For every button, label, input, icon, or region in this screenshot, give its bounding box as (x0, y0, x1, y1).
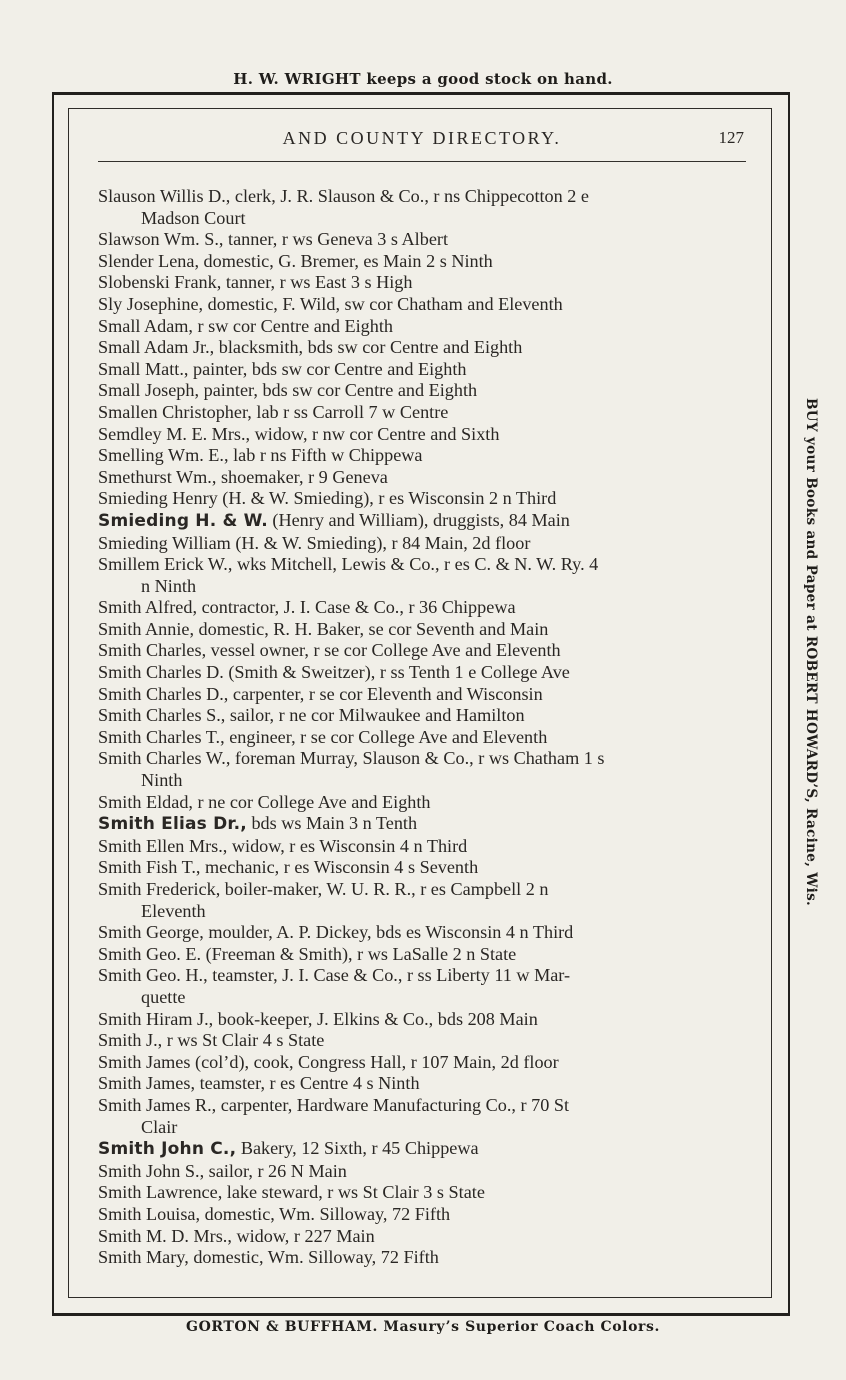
entry-details: blacksmith, bds sw cor Centre and Eighth (214, 337, 523, 358)
directory-entry (98, 510, 746, 533)
entry-name: Slobenski Frank, (98, 272, 222, 293)
side-advertisement-text: BUY your Books and Paper at ROBERT HOWARD’S, Racine, Wis. (803, 398, 819, 907)
entry-name: Small Matt., (98, 358, 189, 379)
entry-name: Smelling Wm. E., (98, 445, 229, 466)
entry-details: r ne cor College Ave and Eighth (192, 791, 431, 812)
directory-entry (98, 533, 746, 555)
entry-name: Small Adam Jr., (98, 337, 215, 358)
entry-details: domestic, G. Bremer, es Main 2 s Ninth (199, 250, 493, 271)
entry-continuation: Clair (141, 1116, 178, 1137)
entry-details: contractor, J. I. Case & Co., r 36 Chippewa (197, 597, 516, 618)
entry-details: r ws St Clair 4 s State (162, 1030, 325, 1051)
entry-name: Smith Ellen Mrs., (98, 835, 228, 856)
entry-name: Smith Charles D. (98, 662, 224, 683)
entry-name: Smith Mary, (98, 1247, 189, 1268)
directory-entry (98, 316, 746, 338)
entry-name: Smith Charles, (98, 640, 207, 661)
entry-name: Smith Charles D., (98, 683, 229, 704)
entry-details: vessel owner, r se cor College Ave and Eleventh (206, 640, 561, 661)
entry-details: tanner, r ws Geneva 3 s Albert (223, 229, 449, 250)
entry-details: carpenter, Hardware Manufacturing Co., r 70 St (216, 1094, 570, 1115)
entry-details: foreman Murray, Slauson & Co., r ws Chatham 1 s (230, 748, 605, 769)
entry-name: Slauson Willis D., (98, 186, 231, 206)
directory-entry (98, 402, 746, 424)
entry-name: Smith James R., (98, 1094, 217, 1115)
directory-entry (98, 337, 746, 359)
entry-details: teamster, J. I. Case & Co., r ss Liberty 11 w Mar- (207, 965, 571, 986)
entry-details: widow, r es Wisconsin 4 n Third (227, 835, 468, 856)
entry-name: Smith Fish T., (98, 857, 201, 878)
directory-entry (98, 813, 746, 836)
entry-details: wks Mitchell, Lewis & Co., r es C. & N. W. Ry. 4 (232, 554, 599, 575)
entry-details: teamster, r es Centre 4 s Ninth (195, 1073, 420, 1094)
directory-entry (98, 359, 746, 381)
entry-name: Smith Frederick, (98, 879, 221, 899)
directory-entry (98, 619, 746, 641)
entry-details: mechanic, r es Wisconsin 4 s Seventh (200, 857, 479, 878)
entry-name: Smith Annie, (98, 618, 194, 639)
entry-name: Smith Geo. E. (98, 943, 202, 964)
directory-entry (98, 186, 746, 229)
entry-name: Smith John S., (98, 1160, 205, 1181)
directory-entry (98, 251, 746, 273)
entry-details: tanner, r ws East 3 s High (221, 272, 413, 293)
entry-details: domestic, F. Wild, sw cor Chatham and Eleventh (203, 293, 563, 314)
entry-name: Smieding Henry (98, 488, 218, 509)
directory-entry (98, 748, 746, 791)
entry-details: domestic, Wm. Silloway, 72 Fifth (188, 1247, 439, 1268)
running-head: AND COUNTY DIRECTORY. (282, 128, 562, 148)
entry-details: bds ws Main 3 n Tenth (246, 813, 418, 834)
directory-entries (98, 186, 746, 1269)
entry-details: widow, r nw cor Centre and Sixth (250, 423, 500, 444)
entry-name: Smith John C., (98, 1139, 237, 1160)
directory-entry (98, 554, 746, 597)
entry-details: (Smith & Sweitzer), r ss Tenth 1 e College Ave (223, 662, 570, 683)
entry-continuation: n Ninth (141, 575, 197, 596)
entry-details: (col’d), cook, Congress Hall, r 107 Main, 2d floor (190, 1051, 559, 1072)
entry-details: boiler-maker, W. U. R. R., r es Campbell 2 n (220, 879, 549, 899)
directory-entry (98, 836, 746, 858)
entry-details: lab r ss Carroll 7 w Centre (251, 401, 449, 422)
entry-details: r sw cor Centre and Eighth (192, 315, 393, 336)
page-number: 127 (718, 128, 744, 147)
entry-details: (H. & W. Smieding), r 84 Main, 2d floor (230, 532, 531, 553)
entry-continuation: Madson Court (141, 207, 246, 228)
entry-details: lake steward, r ws St Clair 3 s State (222, 1182, 485, 1203)
entry-details: carpenter, r se cor Eleventh and Wisconsin (228, 683, 543, 704)
directory-entry (98, 1161, 746, 1183)
directory-entry (98, 1095, 746, 1138)
entry-name: Smieding William (98, 532, 231, 553)
entry-details: engineer, r se cor College Ave and Eleventh (224, 726, 548, 747)
entry-name: Smallen Christopher, (98, 401, 252, 422)
bottom-advertisement: GORTON & BUFFHAM. Masury’s Superior Coach Colors. (186, 1319, 660, 1335)
entry-name: Smith Charles S., (98, 705, 226, 726)
directory-entry (98, 467, 746, 489)
directory-entry (98, 1204, 746, 1226)
entry-name: Smith James (98, 1051, 191, 1072)
entry-name: Small Adam, (98, 315, 193, 336)
directory-entry (98, 640, 746, 662)
directory-entry (98, 488, 746, 510)
directory-entry (98, 879, 746, 922)
entry-details: domestic, Wm. Silloway, 72 Fifth (200, 1203, 451, 1224)
directory-entry (98, 445, 746, 467)
entry-details: sailor, r ne cor Milwaukee and Hamilton (225, 705, 525, 726)
entry-details: lab r ns Fifth w Chippewa (228, 445, 423, 466)
entry-details: Bakery, 12 Sixth, r 45 Chippewa (236, 1138, 479, 1159)
entry-name: Smith M. D. Mrs., (98, 1225, 232, 1246)
directory-entry (98, 1073, 746, 1095)
entry-details: domestic, R. H. Baker, se cor Seventh and Main (194, 618, 549, 639)
directory-entry (98, 792, 746, 814)
directory-entry (98, 705, 746, 727)
entry-details: widow, r 227 Main (231, 1225, 375, 1246)
directory-entry (98, 272, 746, 294)
entry-name: Smith Charles W., (98, 748, 231, 769)
entry-details: (Freeman & Smith), r ws LaSalle 2 n State (201, 943, 517, 964)
directory-entry (98, 424, 746, 446)
top-advertisement: H. W. WRIGHT keeps a good stock on hand. (233, 70, 613, 88)
directory-entry (98, 229, 746, 251)
entry-name: Smith Geo. H., (98, 965, 208, 986)
directory-entry (98, 597, 746, 619)
directory-entry (98, 380, 746, 402)
entry-name: Smith Lawrence, (98, 1182, 223, 1203)
entry-name: Small Joseph, (98, 380, 200, 401)
entry-details: painter, bds sw cor Centre and Eighth (188, 358, 467, 379)
entry-details: (H. & W. Smieding), r es Wisconsin 2 n Third (217, 488, 557, 509)
directory-entry (98, 965, 746, 1008)
page-header (98, 126, 746, 152)
entry-continuation: quette (141, 986, 186, 1007)
entry-details: sailor, r 26 N Main (204, 1160, 347, 1181)
directory-entry (98, 944, 746, 966)
entry-details: clerk, J. R. Slauson & Co., r ns Chippecotton 2 e (230, 186, 589, 206)
directory-entry (98, 727, 746, 749)
entry-name: Smith Elias Dr., (98, 814, 247, 835)
directory-entry (98, 1138, 746, 1161)
directory-entry (98, 1030, 746, 1052)
entry-continuation: Ninth (141, 770, 183, 791)
entry-details: shoemaker, r 9 Geneva (216, 466, 388, 487)
entry-details: moulder, A. P. Dickey, bds es Wisconsin 4 n Third (203, 922, 574, 943)
entry-name: Smillem Erick W., (98, 554, 233, 575)
entry-name: Smethurst Wm., (98, 466, 217, 487)
entry-details: book-keeper, J. Elkins & Co., bds 208 Main (213, 1008, 538, 1029)
entry-name: Smith Louisa, (98, 1203, 201, 1224)
entry-continuation: Eleventh (141, 900, 206, 921)
directory-entry (98, 1226, 746, 1248)
directory-entry (98, 1182, 746, 1204)
directory-entry (98, 662, 746, 684)
entry-name: Smith James, (98, 1073, 196, 1094)
directory-entry (98, 857, 746, 879)
directory-entry (98, 1009, 746, 1031)
entry-name: Sly Josephine, (98, 293, 204, 314)
entry-name: Smith Alfred, (98, 597, 198, 618)
entry-name: Smith Eldad, (98, 791, 193, 812)
entry-name: Slender Lena, (98, 250, 199, 271)
directory-entry (98, 684, 746, 706)
entry-name: Smith George, (98, 922, 204, 943)
entry-name: Semdley M. E. Mrs., (98, 423, 251, 444)
entry-name: Smith Charles T., (98, 726, 225, 747)
directory-entry (98, 1247, 746, 1269)
entry-name: Slawson Wm. S., (98, 229, 224, 250)
directory-entry (98, 294, 746, 316)
directory-entry (98, 1052, 746, 1074)
header-rule (98, 161, 746, 162)
entry-details: (Henry and William), druggists, 84 Main (267, 509, 570, 530)
entry-name: Smieding H. & W. (98, 510, 268, 531)
entry-name: Smith J., (98, 1030, 163, 1051)
directory-entry (98, 922, 746, 944)
entry-details: painter, bds sw cor Centre and Eighth (199, 380, 478, 401)
side-advertisement (793, 398, 819, 998)
entry-name: Smith Hiram J., (98, 1008, 214, 1029)
